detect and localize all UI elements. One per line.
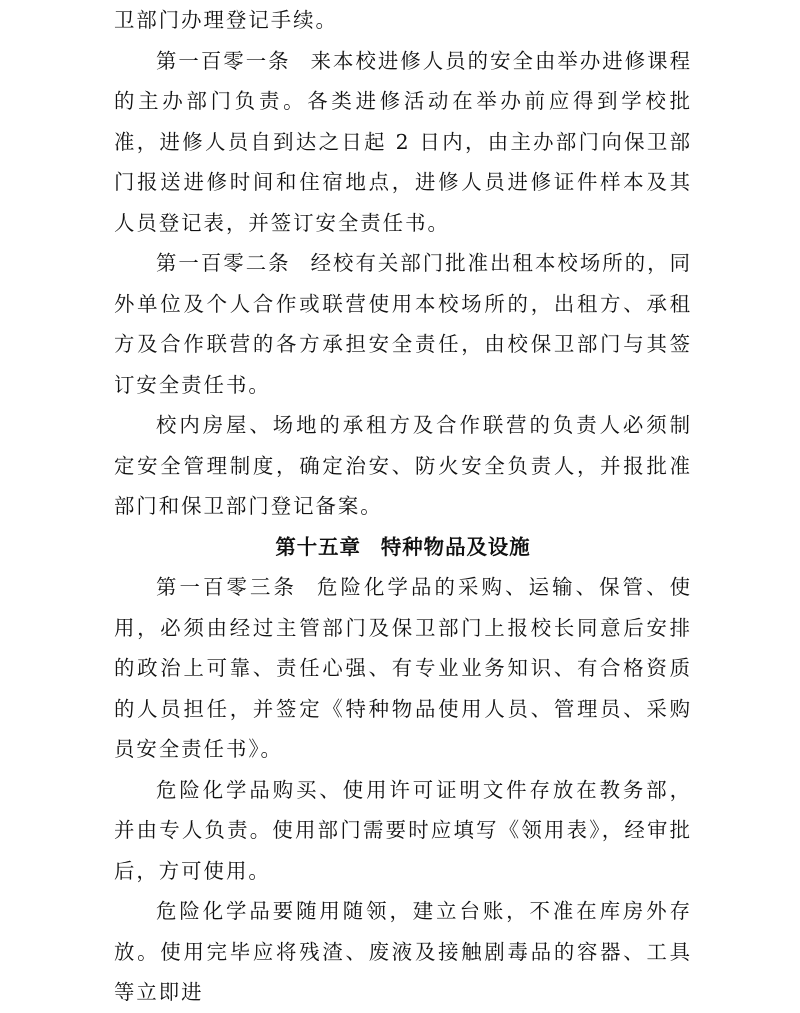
chapter-number: 第十五章 <box>275 534 361 559</box>
article-text: 危险化学品的采购、运输、保管、使用，必须由经过主管部门及保卫部门上报校长同意后安排的政治上可靠、责任心强、有专业业务知识、有合格资质的人员担任，并签定《特种物品使用人员、管理员、采购员安全责任书》。 <box>114 575 692 761</box>
paragraph-text: 校内房屋、场地的承租方及合作联营的负责人必须制定安全管理制度，确定治安、防火安全负责人，并报批准部门和保卫部门登记备案。 <box>114 413 692 518</box>
paragraph-text: 危险化学品要随用随领，建立台账，不准在库房外存放。使用完毕应将残渣、废液及接触剧毒品的容器、工具等立即进 <box>114 899 692 1004</box>
paragraph-permit-storage <box>114 770 692 892</box>
article-102 <box>114 243 692 405</box>
article-number: 第一百零三条 <box>156 575 298 599</box>
article-101 <box>114 41 692 244</box>
paragraph-lease-safety <box>114 405 692 527</box>
article-103 <box>114 567 692 770</box>
article-text: 经校有关部门批准出租本校场所的，同外单位及个人合作或联营使用本校场所的，出租方、承租方及合作联营的各方承担安全责任，由校保卫部门与其签订安全责任书。 <box>114 251 693 397</box>
chapter-heading <box>114 527 692 568</box>
paragraph-usage-rules <box>114 891 692 1013</box>
paragraph-text: 卫部门办理登记手续。 <box>114 8 338 32</box>
chapter-title: 特种物品及设施 <box>380 534 531 559</box>
paragraph-continuation <box>114 0 692 41</box>
article-text: 来本校进修人员的安全由举办进修课程的主办部门负责。各类进修活动在举办前应得到学校批准，进修人员自到达之日起 2 日内，由主办部门向保卫部门报送进修时间和住宿地点，进修人员进修证件样本及其人员登记表，并签订安全责任书。 <box>114 48 693 235</box>
article-number: 第一百零二条 <box>156 251 291 275</box>
document-page <box>114 0 692 1013</box>
article-number: 第一百零一条 <box>156 48 291 73</box>
paragraph-text: 危险化学品购买、使用许可证明文件存放在教务部，并由专人负责。使用部门需要时应填写《领用表》，经审批后，方可使用。 <box>114 777 692 883</box>
